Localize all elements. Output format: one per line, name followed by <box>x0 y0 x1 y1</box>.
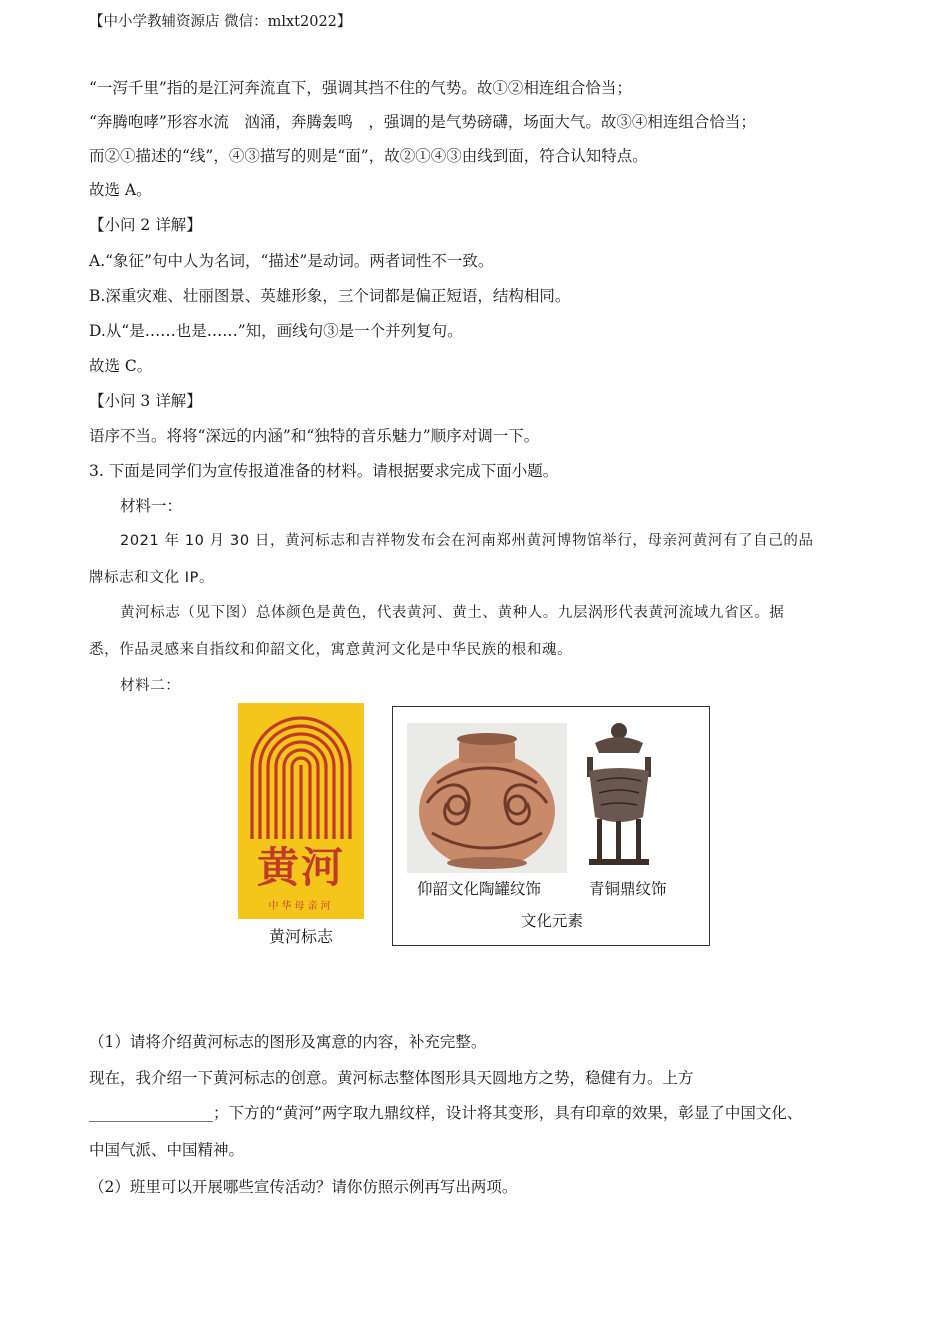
box-caption: 文化元素 <box>521 912 584 930</box>
answer-line-4: 故选 A。 <box>89 181 152 199</box>
pottery-caption: 仰韶文化陶罐纹饰 <box>417 880 542 898</box>
question-2-prompt: （2）班里可以开展哪些宣传活动？请你仿照示例再写出两项。 <box>89 1178 518 1196</box>
question-1-text-c: 中国气派、中国精神。 <box>89 1141 245 1159</box>
answer-line-choice-c: 故选 C。 <box>89 357 153 375</box>
logo-caption: 黄河标志 <box>268 927 333 946</box>
section-heading-q2: 【小问 2 详解】 <box>89 216 202 234</box>
bronze-ding-image <box>579 721 659 871</box>
answer-line-2: “奔腾咆哮”形容水流 汹涌，奔腾轰鸣 ，强调的是气势磅礴，场面大气。故③④相连组合恰当； <box>89 113 756 131</box>
answer-line-b: B.深重灾难、壮丽图景、英雄形象，三个词都是偏正短语，结构相同。 <box>89 287 571 305</box>
material-1-para-1a: 2021 年 10 月 30 日，黄河标志和吉祥物发布会在河南郑州黄河博物馆举行，母亲河黄河有了自己的品 <box>120 533 814 549</box>
painted-pottery-jar-image <box>407 723 567 873</box>
question-1-text-a: 现在，我介绍一下黄河标志的创意。黄河标志整体图形具天圆地方之势，稳健有力。上方 <box>89 1069 694 1087</box>
answer-line-q3: 语序不当。将将“深远的内涵”和“独特的音乐魅力”顺序对调一下。 <box>89 427 540 445</box>
answer-line-a: A.“象征”句中人为名词，“描述”是动词。两者词性不一致。 <box>89 252 494 270</box>
yellow-river-logo <box>238 703 364 919</box>
question-1-prompt: （1）请将介绍黄河标志的图形及寓意的内容，补充完整。 <box>89 1033 487 1051</box>
material-1-para-2a: 黄河标志（见下图）总体颜色是黄色，代表黄河、黄土、黄种人。九层涡形代表黄河流域九省区。据 <box>120 605 785 621</box>
answer-line-1: “一泻千里”指的是江河奔流直下，强调其挡不住的气势。故①②相连组合恰当； <box>89 79 632 97</box>
logo-characters: 黄河 <box>256 843 345 892</box>
answer-line-d: D.从“是……也是……”知，画线句③是一个并列复句。 <box>89 322 463 340</box>
material-1-para-2b: 悉，作品灵感来自指纹和仰韶文化，寓意黄河文化是中华民族的根和魂。 <box>89 642 573 658</box>
answer-line-3: 而②①描述的“线”，④③描写的则是“面”，故②①④③由线到面，符合认知特点。 <box>89 147 648 165</box>
material-1-para-1b: 牌标志和文化 IP。 <box>89 570 215 586</box>
material-1-label: 材料一： <box>120 497 183 515</box>
ding-caption: 青铜鼎纹饰 <box>589 880 667 898</box>
material-2-label: 材料二： <box>120 678 181 694</box>
cultural-elements-figure <box>392 706 710 946</box>
question-3-intro: 3. 下面是同学们为宣传报道准备的材料。请根据要求完成下面小题。 <box>89 462 559 480</box>
question-1-text-b: ________________；下方的“黄河”两字取九鼎纹样，设计将其变形，具有印章的效果，彰显了中国文化、 <box>89 1104 803 1122</box>
page-header: 【中小学教辅资源店 微信：mlxt2022】 <box>89 14 352 30</box>
logo-subtitle: 中华母亲河 <box>268 901 334 912</box>
section-heading-q3: 【小问 3 详解】 <box>89 392 202 410</box>
